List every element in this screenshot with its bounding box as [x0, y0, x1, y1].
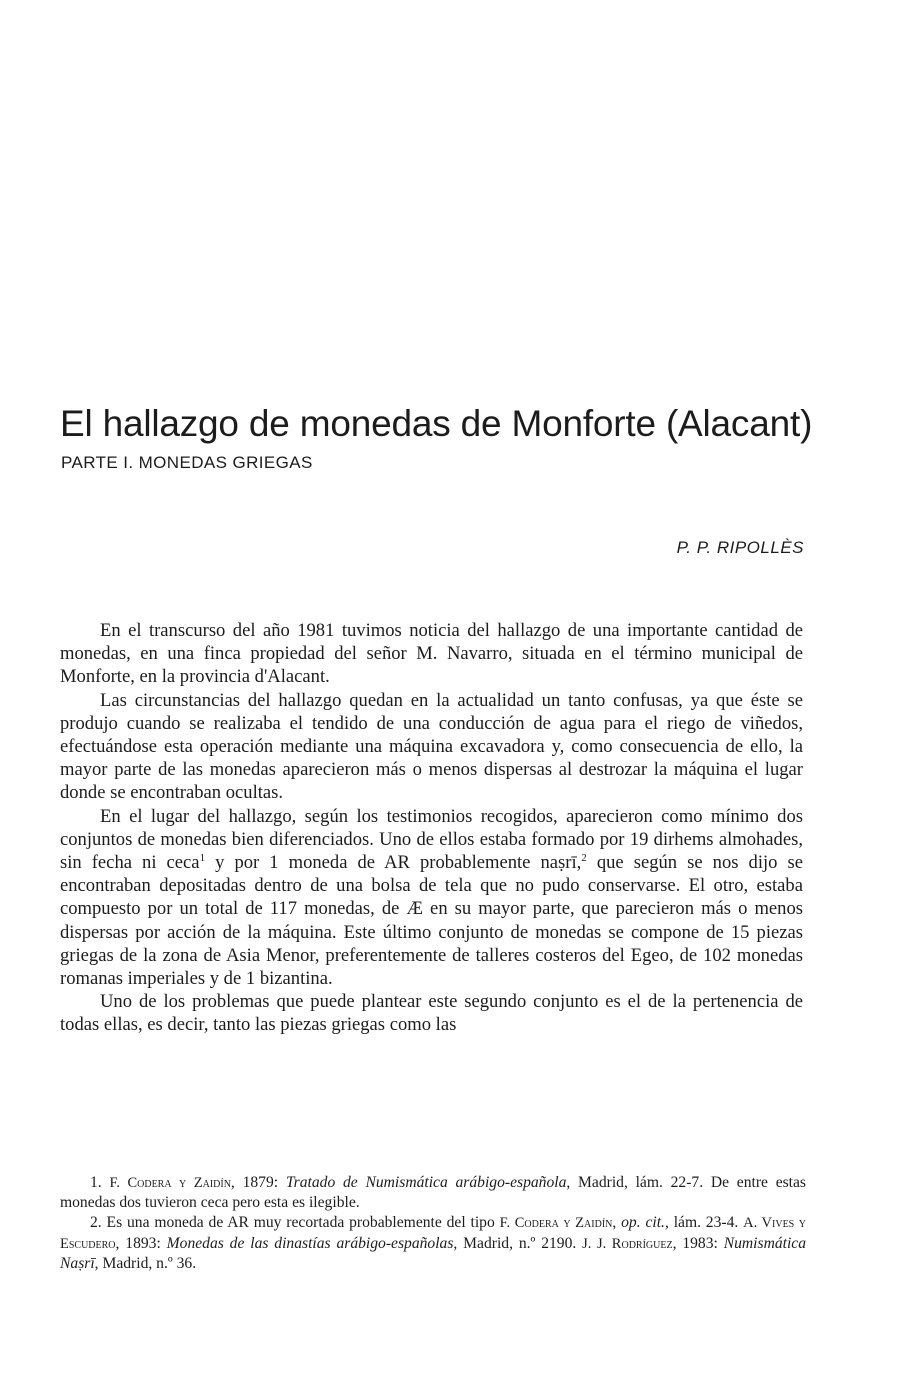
footnote-2-title-2: Monedas de las dinastías arábigo-españolas — [166, 1234, 454, 1252]
footnote-1-rest: , Madrid, lám. 22-7. De entre estas monedas dos tuvieron ceca pero esta es ilegible. — [60, 1174, 806, 1212]
paragraph-3-text-c: que según se nos dijo se encontraban depositadas dentro de una bolsa de tela que no pudo conservarse. El otro, estaba compuesto por un total de 117 monedas, de Æ en su mayor parte, que parecieron más o menos dispersas por acción de la máquina. Este último conjunto de monedas se compone de 15 piezas griegas de la zona de Asia Menor, preferentemente de talleres costeros del Egeo, de 102 monedas romanas imperiales y de 1 bizantina. — [60, 852, 803, 990]
article-title: El hallazgo de monedas de Monforte (Alacant) — [60, 403, 813, 444]
paragraph-4: Uno de los problemas que puede plantear este segundo conjunto es el de la pertenencia de todas ellas, es decir, tanto las piezas griegas como las — [60, 991, 803, 1036]
footnotes — [60, 1173, 806, 1274]
article-body — [60, 619, 803, 1037]
footnote-2-text-b: , — [612, 1214, 622, 1232]
footnote-2-author-3: J. J. Rodríguez — [582, 1235, 673, 1252]
footnote-1-number: 1. — [90, 1174, 102, 1191]
footnote-2 — [60, 1213, 806, 1274]
article-author: P. P. RIPOLLÈS — [676, 538, 804, 557]
footnote-1-author: F. Codera y Zaidín — [109, 1175, 231, 1191]
footnote-2-text-g: , Madrid, n.º 36. — [94, 1254, 197, 1272]
footnote-2-text-d: , 1893: — [115, 1234, 167, 1252]
paragraph-3 — [60, 805, 803, 991]
footnote-ref-2[interactable]: 2 — [581, 852, 587, 865]
footnote-2-opcit: op. cit. — [621, 1214, 665, 1232]
footnote-2-text-e: , Madrid, n.º 2190. — [453, 1234, 583, 1252]
paragraph-3-text-a: En el lugar del hallazgo, según los testimonios recogidos, aparecieron como mínimo dos conjuntos de monedas bien diferenciados. Uno de ellos estaba formado por 19 dirhems almohades, sin fecha ni ceca — [60, 805, 803, 874]
footnote-2-title-3: Numismática Naṣrī — [60, 1234, 807, 1272]
paragraph-1: En el transcurso del año 1981 tuvimos noticia del hallazgo de una importante cantidad de monedas, en una finca propiedad del señor M. Navarro, situada en el término municipal de Monforte, en la provincia d'Alacant. — [60, 620, 803, 688]
paragraph-2: Las circunstancias del hallazgo quedan en la actualidad un tanto confusas, ya que éste se produjo cuando se realizaba el tendido de una conducción de agua para el riego de viñedos, efectuándose esta operación mediante una máquina excavadora y, como consecuencia de ello, la mayor parte de las monedas aparecieron más o menos dispersas al destrozar la máquina el lugar donde se encontraban ocultas. — [60, 689, 803, 804]
article-subtitle: PARTE I. MONEDAS GRIEGAS — [61, 453, 313, 472]
footnote-2-text-f: , 1983: — [672, 1234, 724, 1252]
footnote-1-title: Tratado de Numismática arábigo-española — [285, 1174, 567, 1191]
footnote-2-text-a: Es una moneda de AR muy recortada probablemente del tipo — [106, 1214, 500, 1232]
footnote-2-author-1: F. Codera y Zaidín — [499, 1215, 613, 1232]
paragraph-3-text-b: y por 1 moneda de AR probablemente naṣrī, — [205, 852, 582, 874]
footnote-ref-1[interactable]: 1 — [199, 852, 206, 865]
footnote-1-year: , 1879: — [230, 1174, 286, 1191]
footnote-2-text-c: , lám. 23-4. — [664, 1214, 744, 1232]
footnote-1 — [60, 1173, 806, 1213]
footnote-2-number: 2. — [90, 1214, 102, 1232]
footnote-2-author-2: A. Vives y Escudero — [60, 1215, 807, 1252]
